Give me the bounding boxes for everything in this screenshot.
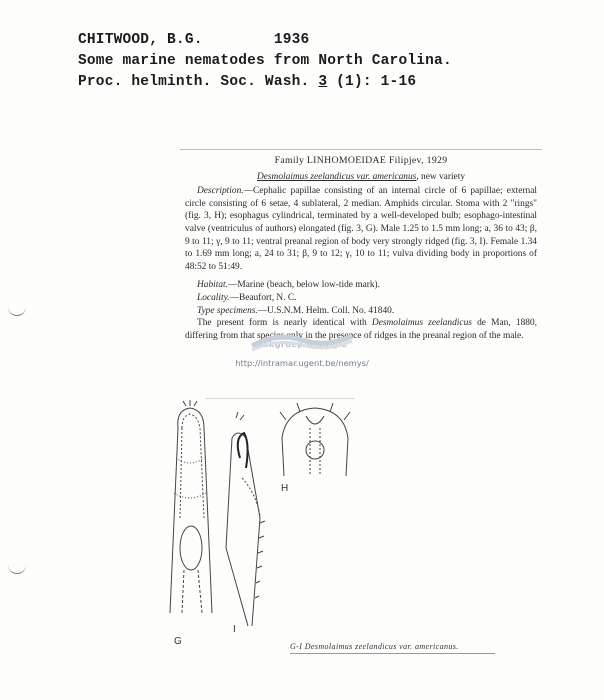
author-year: CHITWOOD, B.G. 1936	[78, 32, 310, 48]
species-heading	[185, 171, 537, 184]
clipping-top-rule	[180, 149, 542, 150]
figure-label-g: G	[174, 636, 182, 647]
figure-g-drawing	[170, 400, 212, 613]
volume-number: 3	[318, 74, 328, 90]
figure-label-h: H	[281, 483, 289, 494]
journal-prefix: Proc. helminth. Soc. Wash.	[78, 74, 319, 90]
species-name: Desmolaimus zeelandicus var. americanus	[256, 171, 417, 182]
description-text: —Cephalic papillae consisting of an internal circle of 6 papillae; external circle consisting of 6 setae, 4 sublateral, 2 median. Amphids circular. Stoma with 2 "rings" (fig. 3, H); esophagus cylindrical, terminated by a well-developed bulb; esophago-intestinal valve (ventriculus of authors) elongated (fig. 3, G). Male 1.25 to 1.5 mm long; a, 36 to 43; β, 9 to 11; γ, 9 to 11; ventral preanal region of body very strongly ridged (fig. 3, I). Female 1.34 to 1.69 mm long; a, 24 to 31; β, 9 to 12; γ, 10 to 11; vulva dividing body in proportions of 48:52 to 51:49.	[185, 186, 537, 272]
reference-header	[78, 30, 452, 93]
nematode-figure	[160, 398, 370, 633]
remark-suffix: de Man, 1880, differing from that species only in the presence of ridges in the preanal region of the male.	[185, 318, 537, 341]
habitat-line	[185, 279, 537, 292]
locality-label: Locality.	[197, 292, 230, 303]
habitat-text: —Marine (beach, below low-tide mark).	[228, 280, 381, 291]
issue-pages: (1): 1-16	[327, 74, 417, 90]
specimen-info	[185, 279, 537, 317]
watermark	[212, 340, 392, 368]
figure-caption: G-I Desmolaimus zeelandicus var. americanus.	[290, 642, 459, 651]
description-paragraph	[185, 185, 537, 273]
journal-line	[78, 72, 452, 93]
species-suffix: , new variety	[416, 171, 466, 182]
punch-hole-mark-upper	[8, 305, 26, 316]
locality-text: —Beaufort, N. C.	[229, 292, 297, 303]
punch-hole-mark-lower	[8, 563, 26, 574]
family-heading: Family LINHOMOEIDAE Filipjev, 1929	[274, 155, 448, 166]
remark-species: Desmolaimus zeelandicus	[371, 318, 472, 329]
locality-line	[185, 292, 537, 305]
type-text: —U.S.N.M. Helm. Coll. No. 41840.	[257, 305, 395, 316]
habitat-label: Habitat.	[197, 280, 228, 291]
figure-label-i: I	[233, 624, 236, 635]
watermark-url-link[interactable]: http://intramar.ugent.be/nemys/	[235, 358, 369, 368]
figure-h-drawing	[280, 403, 350, 476]
caption-rule	[290, 653, 495, 654]
remark-prefix: The present form is nearly identical with	[197, 318, 372, 329]
watermark-logo-icon	[247, 330, 357, 352]
paper-title: Some marine nematodes from North Carolina.	[78, 53, 452, 69]
figure-i-drawing	[226, 412, 265, 626]
description-label: Description.	[197, 186, 244, 197]
article-clipping	[185, 155, 537, 342]
remark-paragraph	[185, 317, 537, 342]
type-label: Type specimens.	[197, 305, 258, 316]
type-line	[185, 305, 537, 318]
watermark-name: Vakgroep Biologie	[256, 340, 348, 349]
